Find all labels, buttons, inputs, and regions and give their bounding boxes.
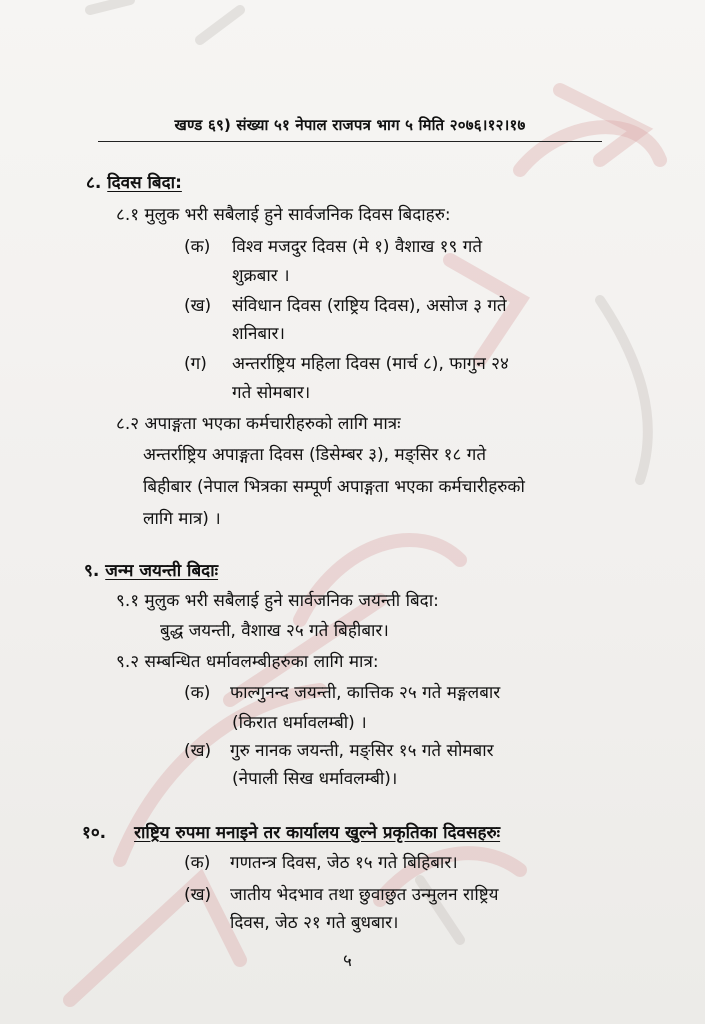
subsection-text: अपाङ्गता भएका कर्मचारीहरुको लागि मात्रः [144, 414, 401, 434]
list-item-label: (ख) [184, 296, 212, 316]
paragraph-line: अन्तर्राष्ट्रिय अपाङ्गता दिवस (डिसेम्बर ३), मङ्सिर १८ गते [143, 445, 487, 465]
list-item-label: (ख) [184, 885, 212, 905]
paragraph-line: बिहीबार (नेपाल भित्रका सम्पूर्ण अपाङ्गता भएका कर्मचारीहरुको [143, 477, 525, 497]
header-divider [98, 141, 602, 142]
section-title: दिवस बिदा: [107, 173, 182, 193]
paragraph-line: लागि मात्र) । [143, 509, 221, 529]
list-item-text: विश्व मजदुर दिवस (मे १) वैशाख १९ गते [232, 237, 483, 257]
gazette-header: खण्ड ६९) संख्या ५१ नेपाल राजपत्र भाग ५ मिति २०७६।१२।१७ [174, 116, 526, 134]
section-number: ९. [84, 561, 100, 581]
list-item-label: (क) [184, 853, 211, 873]
list-item-label: (ग) [184, 354, 207, 374]
list-item-text: शनिबार। [232, 324, 285, 344]
section-8-heading [86, 172, 182, 194]
subsection-8-2 [116, 413, 401, 435]
subsection-text: मुलुक भरी सबैलाई हुने सार्वजनिक जयन्ती बिदा: [144, 591, 439, 611]
list-item-text: अन्तर्राष्ट्रिय महिला दिवस (मार्च ८), फागुन २४ [232, 354, 509, 374]
list-item-text: संविधान दिवस (राष्ट्रिय दिवस), असोज ३ गते [232, 296, 507, 316]
subsection-text: मुलुक भरी सबैलाई हुने सार्वजनिक दिवस बिदाहरु: [144, 205, 451, 225]
list-item-text: फाल्गुनन्द जयन्ती, कात्तिक २५ गते मङ्गलबार [230, 683, 501, 703]
section-title: राष्ट्रिय रुपमा मनाइने तर कार्यालय खुल्ने प्रकृतिका दिवसहरुः [134, 823, 501, 843]
list-item-text: गणतन्त्र दिवस, जेठ १५ गते बिहिबार। [230, 853, 458, 873]
list-item-label: (ख) [184, 741, 212, 761]
list-item-label: (क) [184, 237, 211, 257]
section-9-heading [84, 560, 218, 582]
subsection-number: ९.२ [116, 652, 140, 672]
subsection-9-1 [116, 590, 439, 612]
section-10-heading [82, 822, 500, 844]
subsection-text: सम्बन्धित धर्मावलम्बीहरुका लागि मात्र: [144, 652, 379, 672]
list-item-text: गते सोमबार। [232, 383, 311, 403]
page-number: ५ [343, 951, 352, 971]
list-item-label: (क) [184, 683, 211, 703]
subsection-number: ८.२ [116, 414, 140, 434]
subsection-number: ९.१ [116, 591, 140, 611]
section-title: जन्म जयन्ती बिदाः [105, 561, 219, 581]
section-number: १०. [82, 823, 107, 843]
subsection-number: ८.१ [116, 205, 140, 225]
subsection-9-2 [116, 651, 379, 673]
list-item-text: दिवस, जेठ २१ गते बुधबार। [230, 913, 399, 933]
list-item-text: शुक्रबार । [232, 266, 290, 286]
list-item-text: जातीय भेदभाव तथा छुवाछुत उन्मुलन राष्ट्रिय [230, 885, 499, 905]
subsection-8-1 [116, 204, 451, 226]
paragraph-line: बुद्ध जयन्ती, वैशाख २५ गते बिहीबार। [160, 621, 389, 641]
list-item-text: (किरात धर्मावलम्बी) । [232, 713, 367, 733]
list-item-text: (नेपाली सिख धर्मावलम्बी)। [232, 769, 398, 789]
list-item-text: गुरु नानक जयन्ती, मङ्सिर १५ गते सोमबार [230, 741, 494, 761]
section-number: ८. [86, 173, 102, 193]
